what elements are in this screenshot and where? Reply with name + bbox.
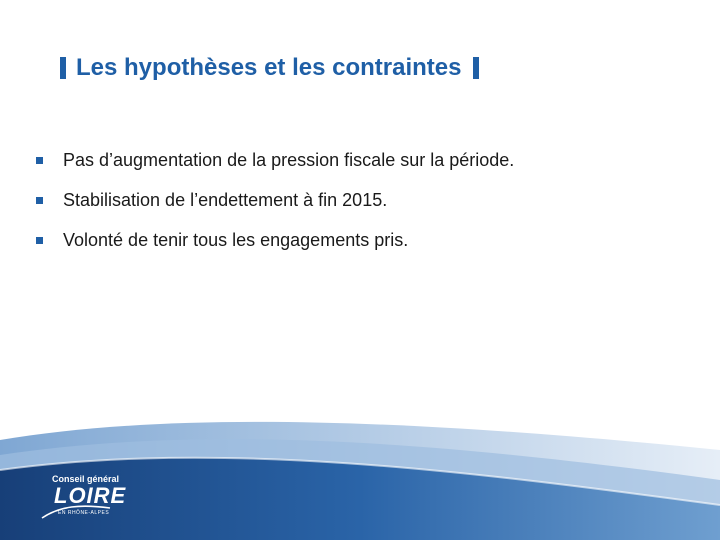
- bullet-text: Stabilisation de l’endettement à fin 2015.: [63, 189, 388, 210]
- conseil-general-loire-logo: [40, 472, 150, 532]
- square-bullet-icon: [36, 197, 43, 204]
- bullet-item: [36, 220, 514, 260]
- logo-main-text: LOIRE: [54, 483, 127, 508]
- logo-sub-text: EN RHÔNE-ALPES: [58, 510, 110, 516]
- slide-title: [60, 50, 479, 86]
- logo-top-text: Conseil général: [52, 474, 120, 484]
- bullet-list: [36, 140, 514, 260]
- bullet-item: [36, 140, 514, 180]
- slide-title-text: Les hypothèses et les contraintes: [76, 54, 462, 81]
- square-bullet-icon: [36, 237, 43, 244]
- vertical-bar-icon: [473, 57, 479, 79]
- bullet-item: [36, 180, 514, 220]
- vertical-bar-icon: [60, 57, 66, 79]
- bullet-text: Pas d’augmentation de la pression fiscale sur la période.: [63, 149, 515, 170]
- bullet-text: Volonté de tenir tous les engagements pris.: [63, 229, 409, 250]
- square-bullet-icon: [36, 157, 43, 164]
